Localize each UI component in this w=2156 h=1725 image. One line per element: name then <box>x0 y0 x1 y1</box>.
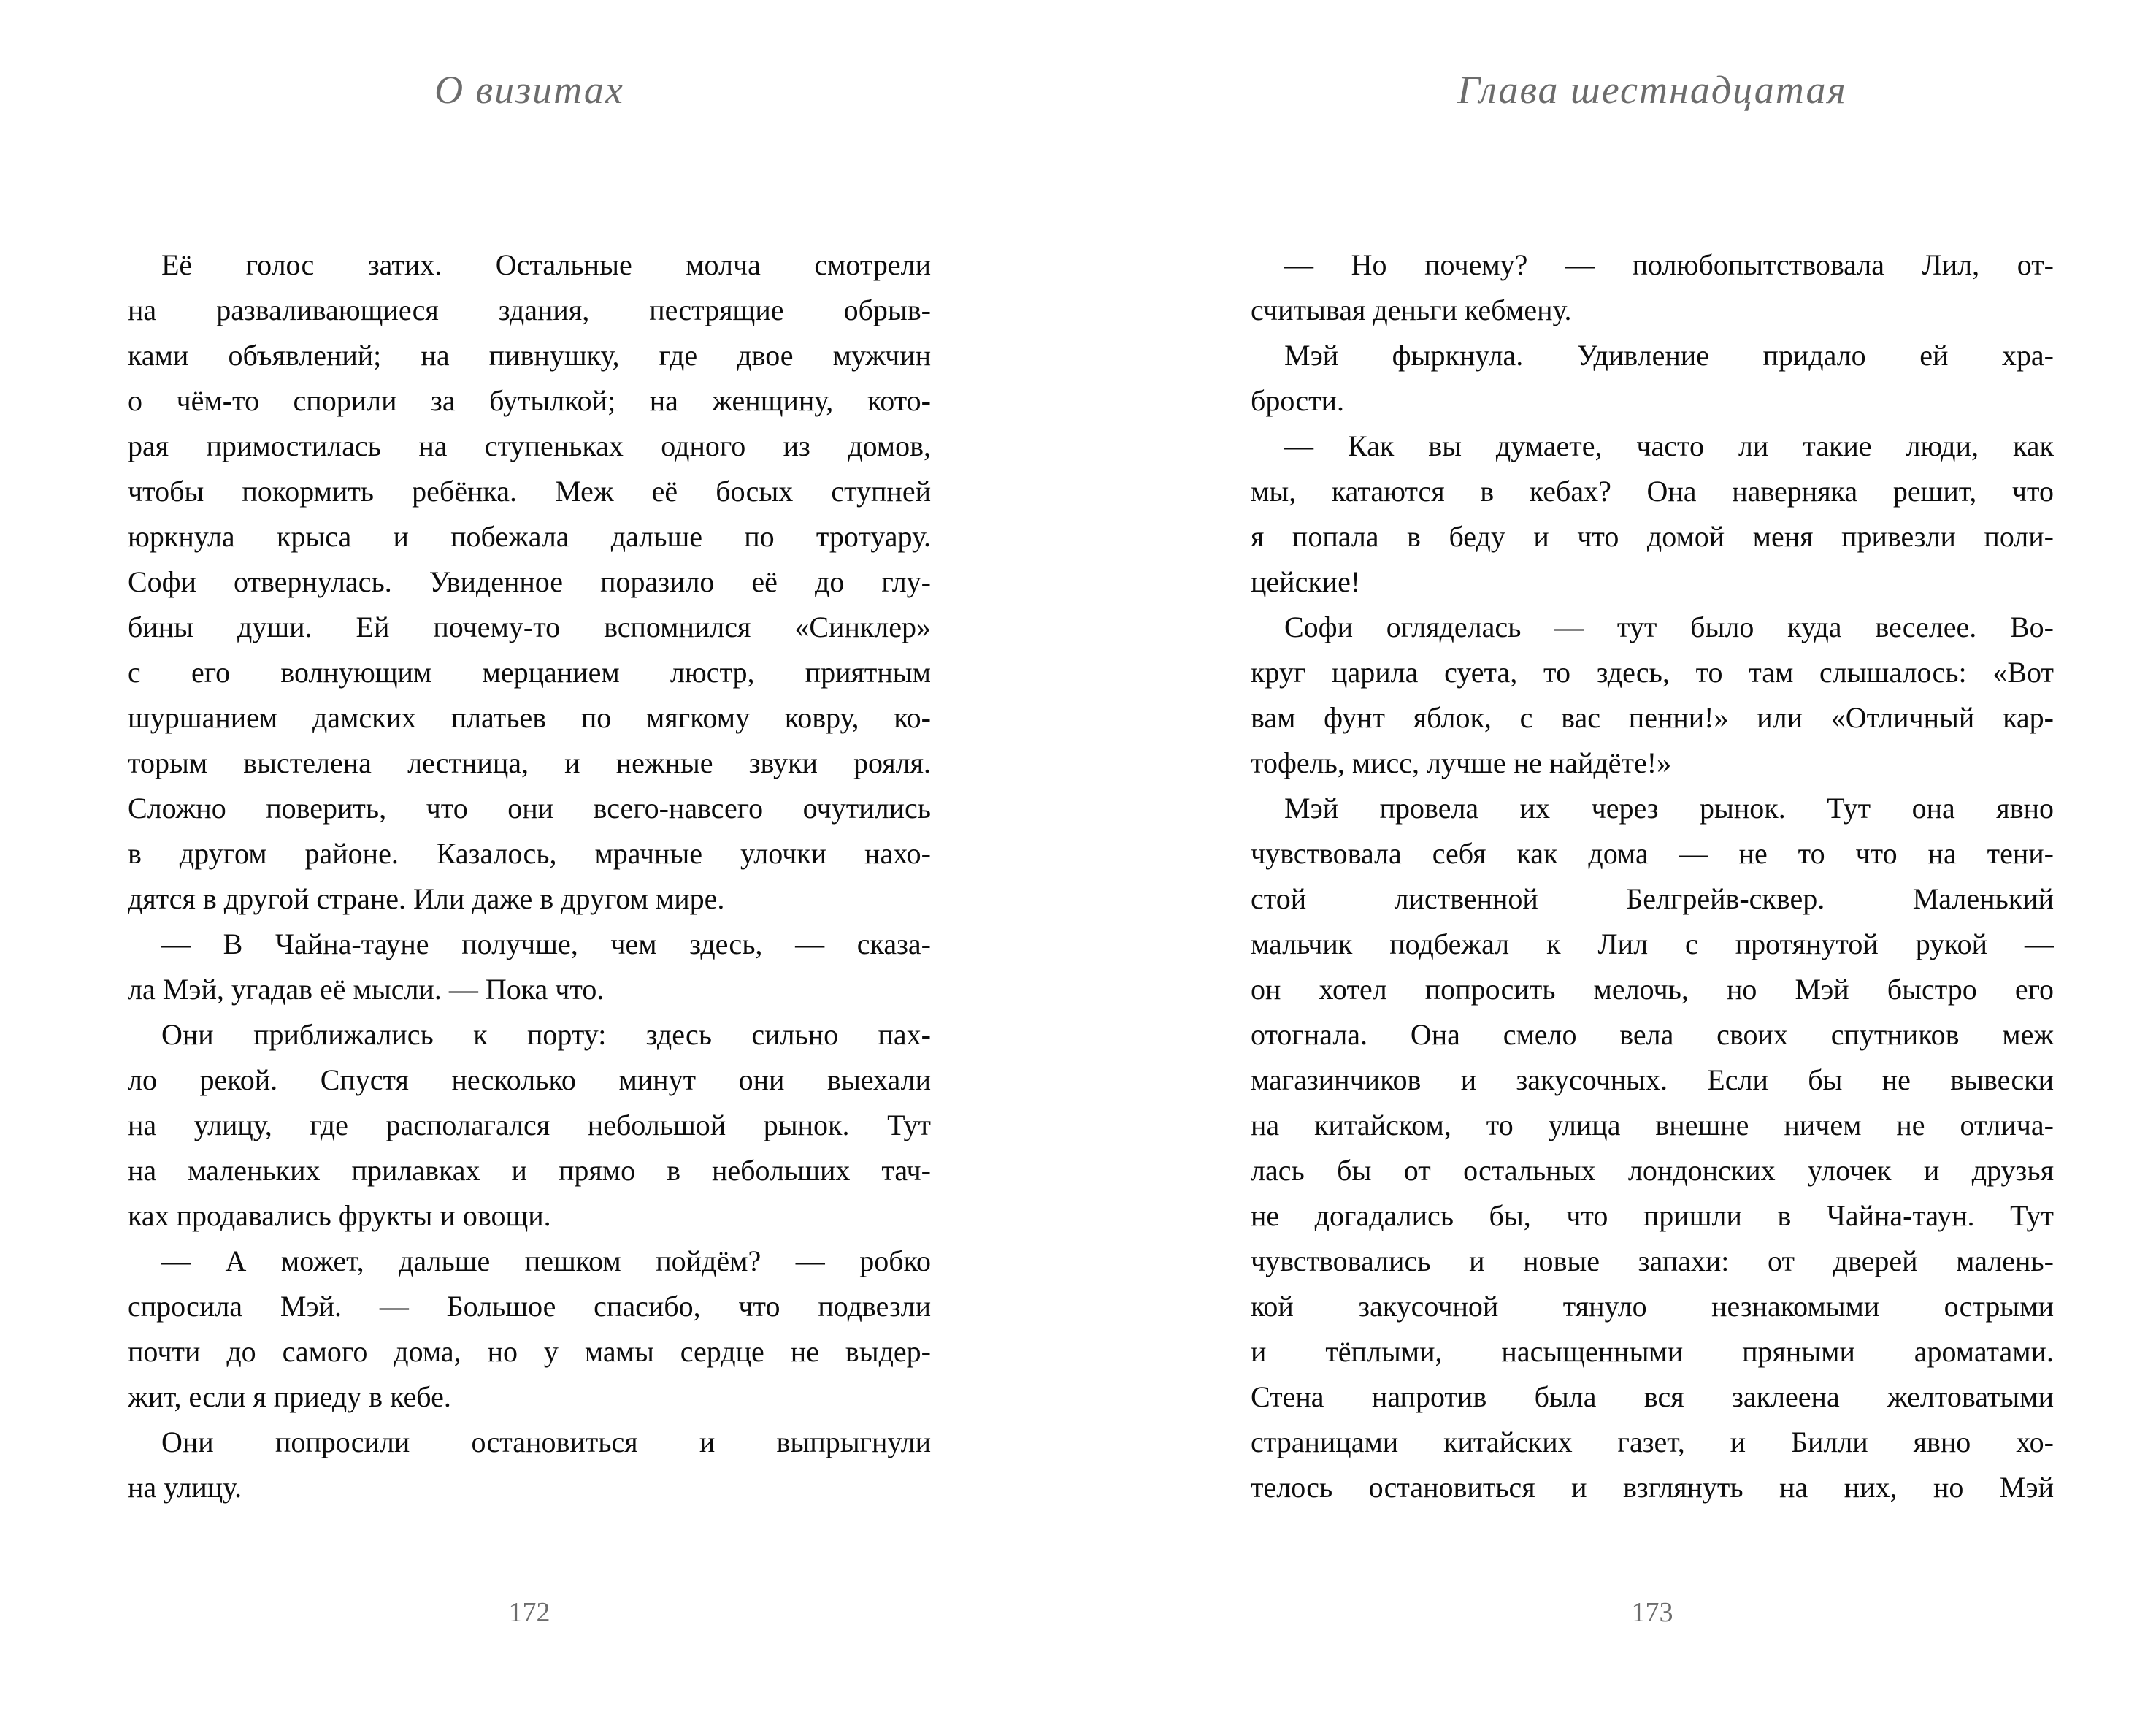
text-line: спросила Мэй. — Большое спасибо, что подвезли <box>128 1290 931 1323</box>
text-line: в другом районе. Казалось, мрачные улочки нахо- <box>128 837 931 870</box>
text-line: магазинчиков и закусочных. Если бы не вывески <box>1251 1063 2054 1096</box>
text-line: чувствовала себя как дома — не то что на тени- <box>1251 837 2054 870</box>
text-line: юркнула крыса и побежала дальше по тротуару. <box>128 520 931 553</box>
text-line: бины души. Ей почему-то вспомнился «Синклер» <box>128 611 931 643</box>
text-line: — А может, дальше пешком пойдём? — робко <box>161 1244 931 1277</box>
text-line: Её голос затих. Остальные молча смотрели <box>161 248 931 281</box>
text-line: ла Мэй, угадав её мысли. — Пока что. <box>128 973 605 1006</box>
text-line: вам фунт яблок, с вас пенни!» или «Отличный кар- <box>1251 701 2054 734</box>
text-line: и тёплыми, насыщенными пряными ароматами. <box>1251 1335 2054 1368</box>
text-line: Мэй фыркнула. Удивление придало ей хра- <box>1284 339 2054 372</box>
text-line: на китайском, то улица внешне ничем не отлича- <box>1251 1109 2054 1141</box>
text-line: мальчик подбежал к Лил с протянутой рукой — <box>1251 927 2054 960</box>
right-page <box>1251 0 2054 1725</box>
right-page-body <box>1251 242 2054 1510</box>
text-line: я попала в беду и что домой меня привезли поли- <box>1251 520 2054 553</box>
text-line: с его волнующим мерцанием люстр, приятным <box>128 656 931 689</box>
text-line: ках продавались фрукты и овощи. <box>128 1199 551 1232</box>
text-line: Они попросили остановиться и выпрыгнули <box>161 1426 931 1458</box>
text-line: на улицу, где располагался небольшой рынок. Тут <box>128 1109 931 1141</box>
text-line: жит, если я приеду в кебе. <box>128 1380 451 1413</box>
running-header-right: Глава шестнадцатая <box>1457 68 1847 112</box>
text-line: мы, катаются в кебах? Она наверняка решит, что <box>1251 475 2054 508</box>
left-page-body <box>128 242 931 1510</box>
text-line: на маленьких прилавках и прямо в небольших тач- <box>128 1154 931 1187</box>
text-line: торым выстелена лестница, и нежные звуки рояля. <box>128 746 931 779</box>
text-line: Софи отвернулась. Увиденное поразило её до глу- <box>128 565 931 598</box>
page-number-right: 173 <box>1631 1597 1673 1628</box>
text-line: круг царила суета, то здесь, то там слышалось: «Вот <box>1251 656 2054 689</box>
text-line: стой лиственной Белгрейв-сквер. Маленький <box>1251 882 2054 915</box>
text-line: на улицу. <box>128 1471 242 1504</box>
text-line: кой закусочной тянуло незнакомыми острыми <box>1251 1290 2054 1323</box>
text-line: чтобы покормить ребёнка. Меж её босых ступней <box>128 475 931 508</box>
text-line: на разваливающиеся здания, пестрящие обрыв- <box>128 294 931 326</box>
text-line: брости. <box>1251 384 1344 417</box>
text-line: чувствовались и новые запахи: от дверей малень- <box>1251 1244 2054 1277</box>
text-line: страницами китайских газет, и Билли явно хо- <box>1251 1426 2054 1458</box>
text-line: не догадались бы, что пришли в Чайна-таун. Тут <box>1251 1199 2054 1232</box>
text-line: — Как вы думаете, часто ли такие люди, как <box>1284 429 2054 462</box>
text-line: считывая деньги кебмену. <box>1251 294 1572 326</box>
text-line: — В Чайна-тауне получше, чем здесь, — сказа- <box>161 927 931 960</box>
text-line: он хотел попросить мелочь, но Мэй быстро его <box>1251 973 2054 1006</box>
text-line: Софи огляделась — тут было куда веселее. Во- <box>1284 611 2054 643</box>
text-line: тофель, мисс, лучше не найдёте!» <box>1251 746 1672 779</box>
text-line: о чём-то спорили за бутылкой; на женщину, кото- <box>128 384 931 417</box>
text-line: Сложно поверить, что они всего-навсего очутились <box>128 792 931 825</box>
text-line: — Но почему? — полюбопытствовала Лил, от- <box>1284 248 2054 281</box>
text-line: отогнала. Она смело вела своих спутников меж <box>1251 1018 2054 1051</box>
left-page <box>128 0 931 1725</box>
text-line: рая примостилась на ступеньках одного из домов, <box>128 429 931 462</box>
text-line: Стена напротив была вся заклеена желтоватыми <box>1251 1380 2054 1413</box>
text-line: Мэй провела их через рынок. Тут она явно <box>1284 792 2054 825</box>
text-line: ло рекой. Спустя несколько минут они выехали <box>128 1063 931 1096</box>
text-line: дятся в другой стране. Или даже в другом мире. <box>128 882 725 915</box>
running-header-left: О визитах <box>434 68 624 112</box>
text-line: лась бы от остальных лондонских улочек и друзья <box>1251 1154 2054 1187</box>
text-line: почти до самого дома, но у мамы сердце не выдер- <box>128 1335 931 1368</box>
text-line: цейские! <box>1251 565 1361 598</box>
text-line: шуршанием дамских платьев по мягкому ковру, ко- <box>128 701 931 734</box>
text-line: ками объявлений; на пивнушку, где двое мужчин <box>128 339 931 372</box>
page-number-left: 172 <box>508 1597 550 1628</box>
text-line: Они приближались к порту: здесь сильно пах- <box>161 1018 931 1051</box>
text-line: телось остановиться и взглянуть на них, но Мэй <box>1251 1471 2054 1504</box>
